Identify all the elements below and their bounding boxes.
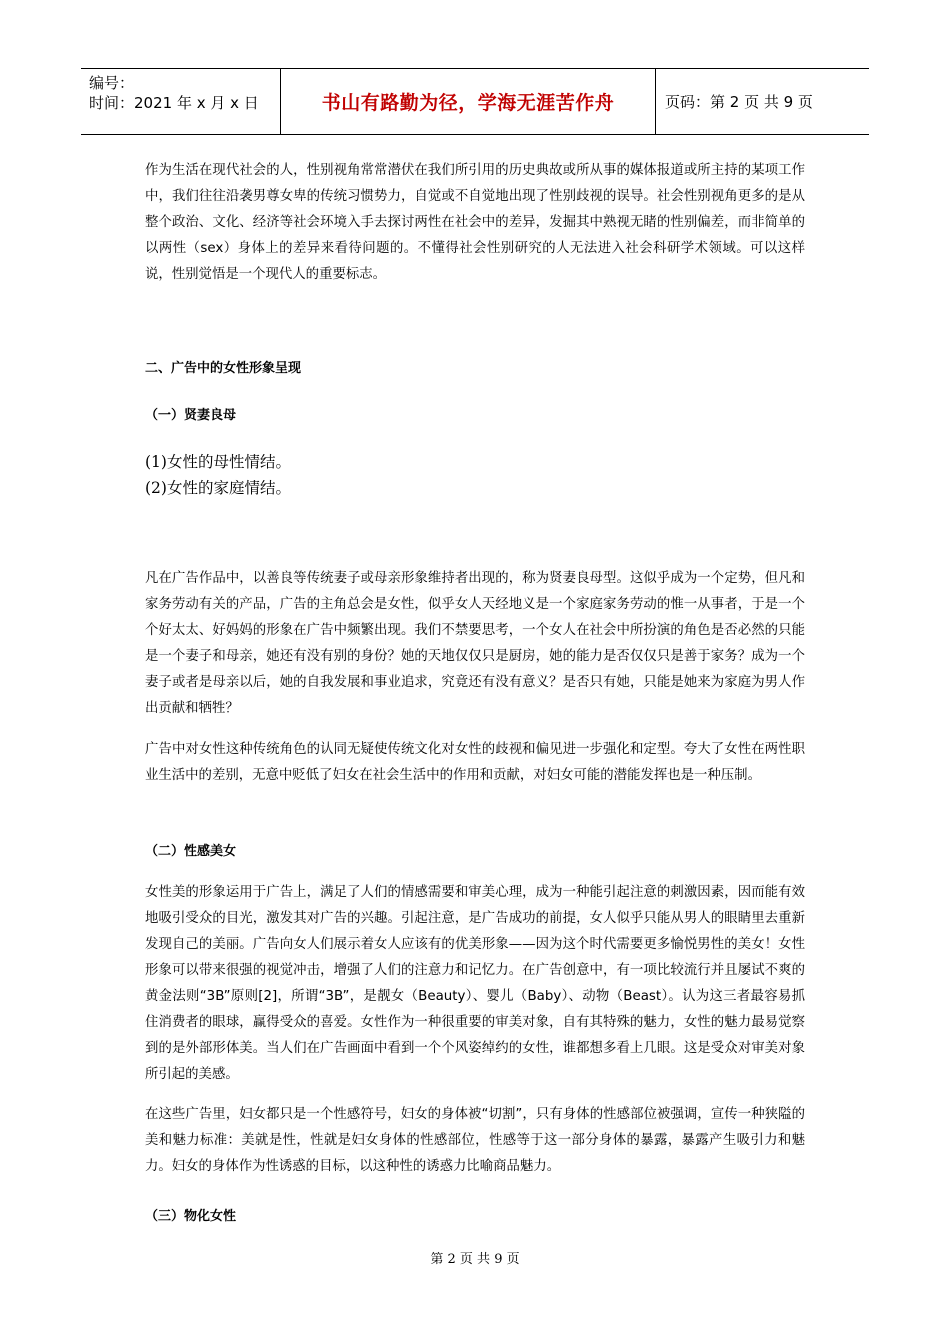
paragraph-block xyxy=(145,737,805,789)
list-item: (1)女性的母性情结。 xyxy=(145,453,291,471)
page-header xyxy=(81,68,869,135)
intro-paragraph: 作为生活在现代社会的人，性别视角常常潜伏在我们所引用的历史典故或所从事的媒体报道或所主持的某项工作中，我们往往沿袭男尊女卑的传统习惯势力，自觉或不自觉地出现了性别歧视的误导。社会性别视角更多的是从整个政治、文化、经济等社会环境入手去探讨两性在社会中的差异，发掘其中熟视无睹的性别偏差，而非简单的以两性（sex）身体上的差异来看待问题的。不懂得社会性别研究的人无法进入社会科研学术领域。可以这样说，性别觉悟是一个现代人的重要标志。 xyxy=(145,163,805,282)
section-heading: 二、广告中的女性形象呈现 xyxy=(145,361,302,376)
body-paragraph: 女性美的形象运用于广告上，满足了人们的情感需要和审美心理，成为一种能引起注意的刺激因素，因而能有效地吸引受众的目光，激发其对广告的兴趣。引起注意，是广告成功的前提，女人似乎只能从男人的眼睛里去重新发现自己的美丽。广告向女人们展示着女人应该有的优美形象——因为这个时代需要更多愉悦男性的美女！女性形象可以带来很强的视觉冲击，增强了人们的注意力和记忆力。在广告创意中，有一项比较流行并且屡试不爽的黄金法则“3B”原则[2]，所谓“3B”，是靓女（Beauty）、婴儿（Baby）、动物（Beast）。认为这三者最容易抓住消费者的眼球，赢得受众的喜爱。女性作为一种很重要的审美对象，自有其特殊的魅力，女性的魅力最易觉察到的是外部形体美。当人们在广告画面中看到一个个风姿绰约的女性，谁都想多看上几眼。这是受众对审美对象所引起的美感。 xyxy=(145,885,805,1082)
body-paragraph: 凡在广告作品中，以善良等传统妻子或母亲形象维持者出现的，称为贤妻良母型。这似乎成为一个定势，但凡和家务劳动有关的产品，广告的主角总会是女性，似乎女人天经地义是一个家庭家务劳动的惟一从事者，于是一个个好太太、好妈妈的形象在广告中频繁出现。我们不禁要思考，一个女人在社会中所扮演的角色是否必然的只能是一个妻子和母亲，她还有没有别的身份？她的天地仅仅只是厨房，她的能力是否仅仅只是善于家务？成为一个妻子或者是母亲以后，她的自我发展和事业追求，究竟还有没有意义？是否只有她，只能是她来为家庭为男人作出贡献和牺牲？ xyxy=(145,571,805,716)
paragraph-block xyxy=(145,566,805,722)
intro-section xyxy=(145,158,805,288)
body-paragraph: 在这些广告里，妇女都只是一个性感符号，妇女的身体被“切割”，只有身体的性感部位被强调，宣传一种狭隘的美和魅力标准：美就是性，性就是妇女身体的性感部位，性感等于这一部分身体的暴露，暴露产生吸引力和魅力。妇女的身体作为性诱惑的目标，以这种性的诱惑力比喻商品魅力。 xyxy=(145,1107,805,1174)
number-label: 编号： xyxy=(89,74,135,92)
paragraph-block xyxy=(145,880,805,1088)
time-label: 时间：2021 年 x 月 x 日 xyxy=(89,94,259,112)
header-meta xyxy=(89,73,259,113)
header-motto: 书山有路勤为径，学海无涯苦作舟 xyxy=(321,92,615,114)
subsection-heading: （二）性感美女 xyxy=(145,844,237,859)
subsection-heading: （三）物化女性 xyxy=(145,1209,237,1224)
header-page-info: 页码：第 2 页 共 9 页 xyxy=(665,93,813,111)
body-paragraph: 广告中对女性这种传统角色的认同无疑使传统文化对女性的歧视和偏见进一步强化和定型。夸大了女性在两性职业生活中的差别，无意中贬低了妇女在社会生活中的作用和贡献，对妇女可能的潜能发挥也是一种压制。 xyxy=(145,742,805,783)
subsection-heading: （一）贤妻良母 xyxy=(145,408,237,423)
page-footer: 第 2 页 共 9 页 xyxy=(430,1252,520,1267)
list-item: (2)女性的家庭情结。 xyxy=(145,479,291,497)
list xyxy=(145,449,291,501)
header-divider xyxy=(655,69,656,134)
paragraph-block xyxy=(145,1102,805,1180)
